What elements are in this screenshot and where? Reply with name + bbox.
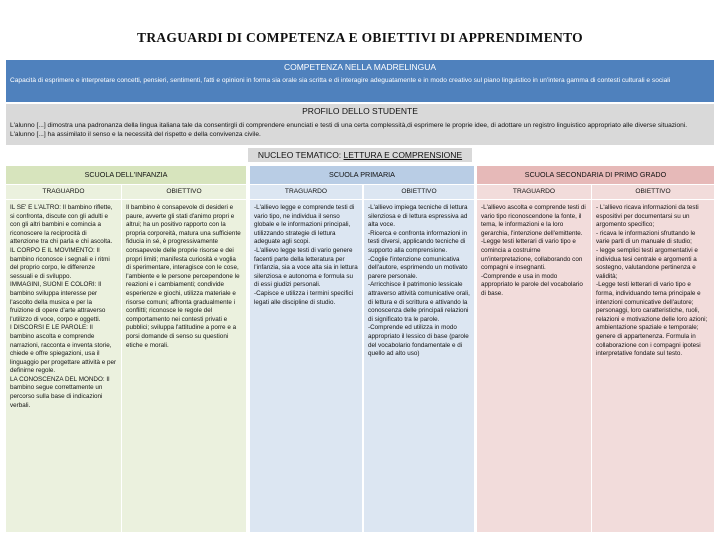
profilo-text: L'alunno [...] dimostra una padronanza della lingua italiana tale da consentirgli di comprendere enunciati e testi di una certa complessità,di esprimere le proprie idee, di adottare un registro linguistico appropriato alle diverse situazioni. L'alunno [...] ha assimilato il senso e la necessità del rispetto e della convivenza civile. (6, 119, 714, 145)
infanzia-obiettivo-header: OBIETTIVO (122, 185, 246, 199)
infanzia-traguardo-text: IL SE' E L'ALTRO: Il bambino riflette, si confronta, discute con gli adulti e con gli altri bambini e comincia a riconoscere la reciprocità di attenzione tra chi parla e chi ascolta. IL CORPO E IL MOVIMENTO: Il bambino riconosce i segnali e i ritmi del proprio corpo, le differenze sessuali e di sviluppo. IMMAGINI, SUONI E COLORI: Il bambino sviluppa interesse per l'ascolto della musica e per la fruizione di opere d'arte attraverso l'utilizzo di voce, corpo e oggetti. I DISCORSI E LE PAROLE: Il bambino ascolta e comprende narrazioni, racconta e inventa storie, chiede e offre spiegazioni, usa il linguaggio per progettare attività e per definirne regole. LA CONOSCENZA DEL MONDO: Il bambino segue correttamente un percorso sulla base di indicazioni verbali. (6, 200, 121, 532)
competenza-heading: COMPETENZA NELLA MADRELINGUA (6, 60, 714, 74)
infanzia-traguardo-header: TRAGUARDO (6, 185, 121, 199)
nucleo-prefix: NUCLEO TEMATICO: (257, 150, 344, 160)
infanzia-obiettivo-text: Il bambino è consapevole di desideri e paure, avverte gli stati d'animo propri e altrui; ha un positivo rapporto con la propria corporeità, matura una sufficiente fiducia in sé, è progressivamente consapevole delle proprie risorse e dei propri limiti; manifesta curiosità e voglia di sperimentare, interagisce con le cose, l'ambiente e le persone percependone le reazioni e i cambiamenti; condivide esperienze e giochi, utilizza materiale e risorse comuni; affronta gradualmente i conflitti; riconosce le regole del comportamento nei contesti privati e pubblici; sviluppa l'attitudine a porre e a porsi domande di senso su questioni etiche e morali. (122, 200, 246, 532)
secondaria-traguardo-text: -L'allievo ascolta e comprende testi di vario tipo riconoscendone la fonte, il tema, le informazioni e la loro gerarchia, l'intenzione dell'emittente. -Legge testi letterari di vario tipo e comincia a costruirne un'interpretazione, collaborando con compagni e insegnanti. -Comprende e usa in modo appropriato le parole del vocabolario di base. (477, 200, 591, 532)
primaria-traguardo-text: -L'allievo legge e comprende testi di vario tipo, ne individua il senso globale e le informazioni principali, utilizzando strategie di lettura adeguate agli scopi. -L'allievo legge testi di vario genere facenti parte della letteratura per l'infanzia, sia a voce alta sia in lettura silenziosa e autonoma e formula su di essi giudizi personali. -Capisce e utilizza i termini specifici legati alle discipline di studio. (250, 200, 362, 532)
section-primaria: SCUOLA PRIMARIA (250, 166, 474, 184)
section-infanzia: SCUOLA DELL'INFANZIA (6, 166, 246, 184)
primaria-traguardo-header: TRAGUARDO (250, 185, 362, 199)
profilo-heading: PROFILO DELLO STUDENTE (6, 104, 714, 119)
secondaria-obiettivo-header: OBIETTIVO (592, 185, 714, 199)
page-title: TRAGUARDI DI COMPETENZA E OBIETTIVI DI APPRENDIMENTO (137, 30, 583, 45)
primaria-obiettivo-header: OBIETTIVO (364, 185, 474, 199)
nucleo-tematico (248, 148, 472, 162)
secondaria-obiettivo-text: - L'allievo ricava informazioni da testi espositivi per documentarsi su un argomento specifico; - ricava le informazioni sfruttando le varie parti di un manuale di studio; - legge semplici testi argomentativi e individua tesi centrale e argomenti a sostegno, valutandone pertinenza e validità; -Legge testi letterari di vario tipo e forma, individuando tema principale e intenzioni comunicative dell'autore; personaggi, loro caratteristiche, ruoli, relazioni e motivazione delle loro azioni; ambientazione spaziale e temporale; genere di appartenenza. Formula in collaborazione con i compagni ipotesi interpretative fondate sul testo. (592, 200, 714, 532)
secondaria-traguardo-header: TRAGUARDO (477, 185, 591, 199)
competenza-text: Capacità di esprimere e interpretare concetti, pensieri, sentimenti, fatti e opinioni in forma sia orale sia scritta e di interagire adeguatamente e in modo creativo sul piano linguistico in un'intera gamma di contesti culturali e sociali (6, 74, 714, 102)
section-secondaria: SCUOLA SECONDARIA DI PRIMO GRADO (477, 166, 714, 184)
primaria-obiettivo-text: -L'allievo impiega tecniche di lettura silenziosa e di lettura espressiva ad alta voce. -Ricerca e confronta informazioni in testi diversi, applicando tecniche di supporto alla comprensione. -Coglie l'intenzione comunicativa dell'autore, esprimendo un motivato parere personale. -Arricchisce il patrimonio lessicale attraverso attività comunicative orali, di lettura e di scrittura e attivando la conoscenza delle principali relazioni di significato tra le parole. -Comprende ed utilizza in modo appropriato il lessico di base (parole del vocabolario fondamentale e di quello ad alto uso) (364, 200, 474, 532)
nucleo-topic: LETTURA E COMPRENSIONE (343, 150, 463, 160)
